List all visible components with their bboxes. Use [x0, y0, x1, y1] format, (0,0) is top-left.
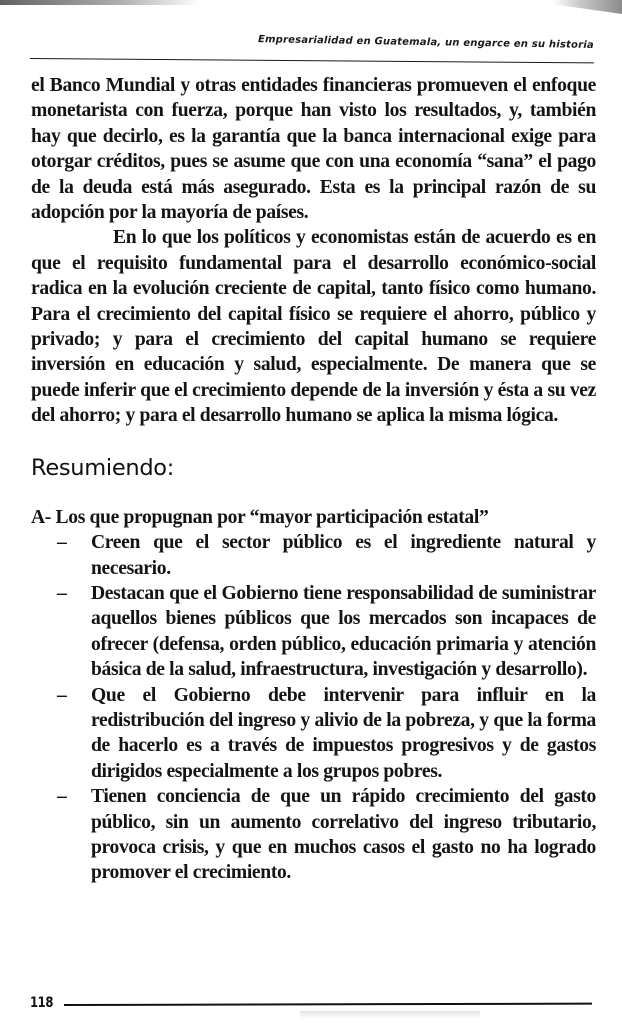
footer-rule	[64, 1003, 592, 1006]
list-item-text: Creen que el sector público es el ingrediente natural y necesario.	[91, 532, 596, 579]
running-header	[30, 34, 595, 64]
header-rule	[30, 58, 594, 63]
page-footer	[30, 995, 592, 1017]
list-a-heading: A- Los que propugnan por “mayor participación estatal”	[31, 506, 489, 528]
footer-shadow	[300, 1011, 480, 1019]
list-item	[31, 784, 596, 886]
page-edge-shadow-left	[0, 0, 200, 5]
body-paragraph-2: En lo que los políticos y economistas están de acuerdo es en que el requisito fundamental para el desarrollo económico-social radica en la evolución creciente de capital, tanto físico como humano. Para el crecimiento del capital físico se requiere el ahorro, público y privado; y para el crecimiento del capital humano se requiere inversión en educación y salud, especialmente. De manera que se puede inferir que el crecimiento depende de la inversión y ésta a su vez del ahorro; y para el desarrollo humano se aplica la misma lógica.	[31, 227, 596, 427]
list-item	[31, 683, 596, 785]
page-number: 118	[30, 995, 54, 1011]
dash-bullet-icon: –	[57, 786, 67, 808]
list-item	[31, 530, 596, 581]
list-a-bullets	[31, 530, 596, 886]
page-content	[31, 73, 596, 886]
list-item-text: Destacan que el Gobierno tiene responsabilidad de suministrar aquellos bienes públicos que los mercados son incapaces de ofrecer (defensa, orden público, educación primaria y atención básica de la salud, infraestructura, investigación y desarrollo).	[91, 582, 596, 681]
section-heading-resumiendo: Resumiendo:	[31, 454, 175, 481]
page-edge-shadow-right	[552, 0, 622, 14]
body-paragraph-1: el Banco Mundial y otras entidades financieras promueven el enfoque monetarista con fuerza, porque han visto los resultados, y, también hay que decirlo, es la garantía que la banca internacional exige para otorgar créditos, pues se asume que con una economía “sana” el pago de la deuda está más asegurado. Esta es la principal razón de su adopción por la mayoría de países.	[31, 75, 596, 224]
dash-bullet-icon: –	[57, 684, 67, 706]
list-item	[31, 581, 596, 683]
list-item-text: Tienen conciencia de que un rápido crecimiento del gasto público, sin un aumento correlativo del ingreso tributario, provoca crisis, y que en muchos casos el gasto no ha logrado promover el crecimiento.	[91, 786, 596, 884]
dash-bullet-icon: –	[57, 582, 67, 604]
running-header-title: Empresarialidad en Guatemala, un engarce en su historia	[258, 34, 595, 51]
list-item-text: Que el Gobierno debe intervenir para influir en la redistribución del ingreso y alivio de la pobreza, y que la forma de hacerlo es a través de impuestos progresivos y de gastos dirigidos especialmente a los grupos pobres.	[91, 684, 596, 782]
dash-bullet-icon: –	[57, 532, 67, 554]
